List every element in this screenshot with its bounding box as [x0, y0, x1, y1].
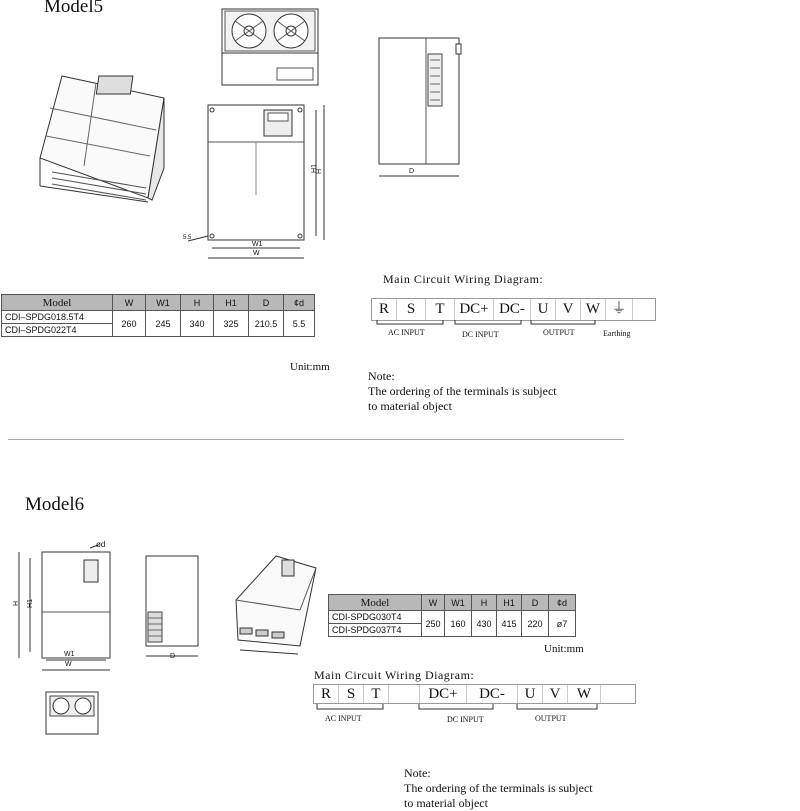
col-header: W1 — [445, 595, 472, 611]
model5-unit: Unit:mm — [290, 361, 330, 373]
model6-bottom-view — [44, 690, 102, 738]
terminal — [633, 299, 655, 320]
terminal: DC+ — [420, 685, 467, 703]
model-name-cell: CDI-SPDG030T4 — [329, 611, 422, 624]
dim-d-label: D — [170, 653, 176, 660]
note-line: The ordering of the terminals is subject — [404, 781, 593, 795]
terminal — [389, 685, 420, 703]
model5-spec-table — [1, 294, 315, 337]
note-line: to material object — [368, 399, 452, 413]
model5-front-view — [180, 100, 330, 260]
value-cell: 340 — [181, 311, 214, 337]
col-header: D — [249, 295, 284, 311]
terminal: V — [556, 299, 581, 320]
dim-w-label: W — [65, 661, 72, 668]
ac-input-label: AC INPUT — [388, 328, 425, 337]
model6-spec-table — [328, 594, 576, 637]
note-label: Note: — [368, 369, 395, 383]
model5-wiring-title: Main Circuit Wiring Diagram: — [383, 272, 544, 286]
terminal: W — [581, 299, 606, 320]
terminal — [601, 685, 635, 703]
terminal: DC- — [494, 299, 531, 320]
value-cell: 220 — [522, 611, 549, 637]
value-cell: 250 — [422, 611, 445, 637]
dim-hole-label: ød — [96, 540, 106, 549]
dim-h-label: H — [316, 168, 324, 175]
model6-unit: Unit:mm — [544, 643, 584, 655]
dim-hole-label: 5.5 — [183, 235, 192, 241]
model5-note — [368, 369, 557, 414]
terminal: R — [314, 685, 339, 703]
value-cell: 260 — [113, 311, 146, 337]
model5-iso-drawing — [36, 68, 166, 203]
model6-iso-drawing — [228, 550, 323, 660]
value-cell: 245 — [146, 311, 181, 337]
dc-input-label: DC INPUT — [447, 715, 484, 724]
terminal: W — [568, 685, 601, 703]
col-header: W — [422, 595, 445, 611]
note-line: The ordering of the terminals is subject — [368, 384, 557, 398]
terminal: T — [364, 685, 389, 703]
terminal: U — [531, 299, 556, 320]
value-cell: ø7 — [549, 611, 576, 637]
terminal: R — [372, 299, 397, 320]
value-cell: 430 — [472, 611, 497, 637]
col-header: Model — [2, 295, 113, 311]
col-header: H1 — [214, 295, 249, 311]
col-header: H — [181, 295, 214, 311]
output-label: OUTPUT — [535, 714, 567, 723]
col-header: W1 — [146, 295, 181, 311]
model6-side-view — [140, 552, 210, 667]
dim-h1-label: H1 — [310, 164, 318, 173]
ac-input-label: AC INPUT — [325, 714, 362, 723]
terminal: S — [397, 299, 426, 320]
col-header: H — [472, 595, 497, 611]
model-name-cell: CDI–SPDG018.5T4 — [2, 311, 113, 324]
value-cell: 5.5 — [284, 311, 315, 337]
model6-title: Model6 — [25, 494, 85, 515]
col-header: W — [113, 295, 146, 311]
earth-icon: ⏚ — [606, 299, 633, 320]
model6-wiring-title: Main Circuit Wiring Diagram: — [314, 668, 475, 682]
value-cell: 160 — [445, 611, 472, 637]
note-label: Note: — [404, 766, 431, 780]
col-header: H1 — [497, 595, 522, 611]
model6-group-brackets — [313, 702, 603, 714]
dim-w-label: W — [253, 250, 260, 257]
value-cell: 210.5 — [249, 311, 284, 337]
model-name-cell: CDI-SPDG037T4 — [329, 624, 422, 637]
value-cell: 325 — [214, 311, 249, 337]
model5-group-brackets — [371, 318, 651, 328]
earthing-label: Earthing — [603, 329, 631, 338]
model6-terminal-strip — [313, 684, 636, 704]
dim-d-label: D — [409, 168, 415, 175]
dc-input-label: DC INPUT — [462, 330, 499, 339]
terminal: V — [543, 685, 568, 703]
model5-side-view — [376, 36, 466, 181]
dim-w1-label: W1 — [64, 651, 75, 658]
terminal: S — [339, 685, 364, 703]
dim-h1-label: H1 — [26, 599, 34, 608]
note-line: to material object — [404, 796, 488, 810]
terminal: U — [518, 685, 543, 703]
terminal: DC+ — [455, 299, 494, 320]
section-divider — [8, 439, 624, 440]
model6-note — [404, 766, 593, 811]
col-header: Model — [329, 595, 422, 611]
model-name-cell: CDI–SPDG022T4 — [2, 324, 113, 337]
model5-title: Model5 — [44, 0, 104, 17]
col-header: ¢d — [284, 295, 315, 311]
value-cell: 415 — [497, 611, 522, 637]
model5-top-view — [221, 8, 319, 86]
dim-w1-label: W1 — [252, 241, 263, 248]
col-header: ¢d — [549, 595, 576, 611]
terminal: DC- — [467, 685, 518, 703]
output-label: OUTPUT — [543, 328, 575, 337]
terminal: T — [426, 299, 455, 320]
col-header: D — [522, 595, 549, 611]
dim-h-label: H — [13, 600, 21, 607]
